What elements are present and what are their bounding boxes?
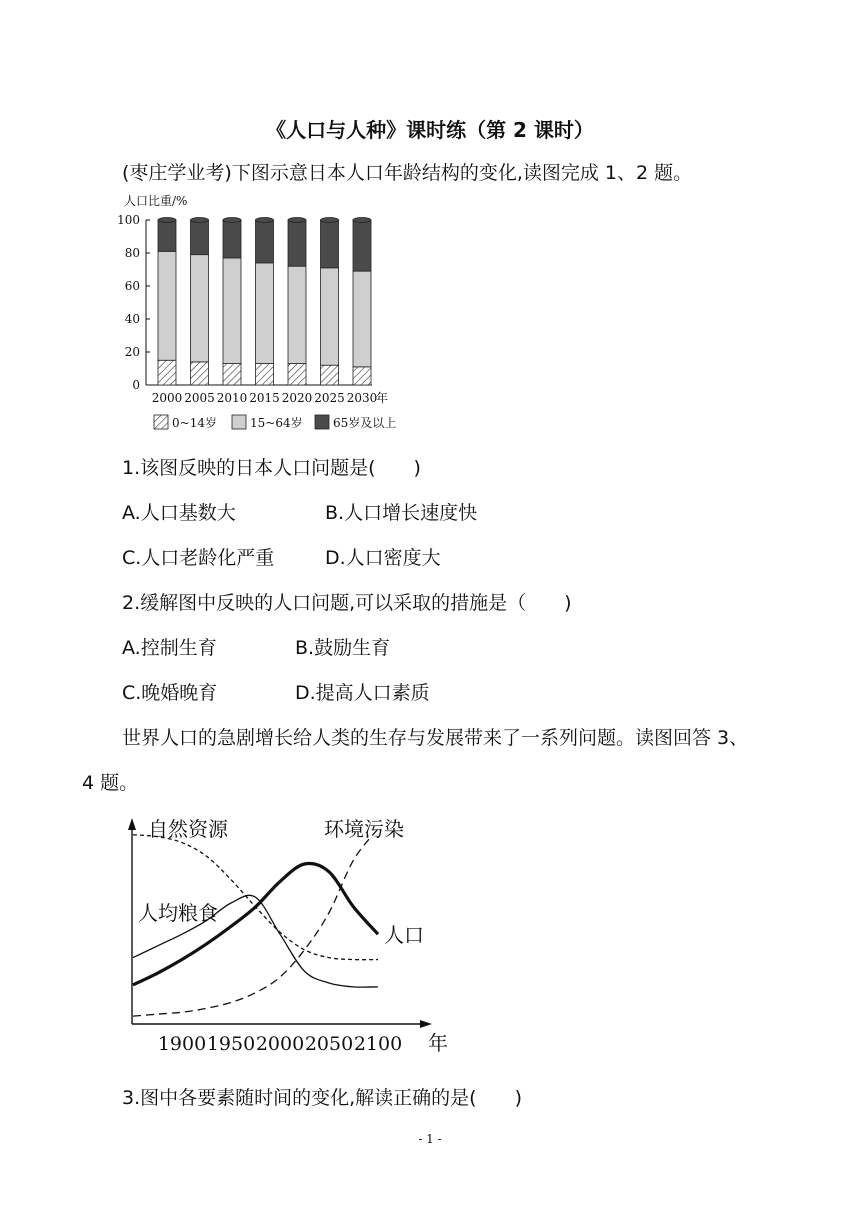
- x-tick-label: 2010: [216, 391, 248, 405]
- y-axis-label: 人口比重/%: [124, 194, 188, 208]
- q2-option-c: C.晚婚晚育: [122, 682, 218, 704]
- legend-swatch: [232, 415, 246, 429]
- bar-segment-0: [288, 364, 306, 385]
- y-tick-label: 40: [124, 312, 140, 326]
- bar-segment-2: [191, 220, 209, 255]
- x-tick-label: 2025: [314, 391, 345, 405]
- bar-segment-0: [321, 365, 339, 385]
- bar-segment-0: [256, 364, 274, 385]
- page-number: - 1 -: [418, 1132, 442, 1146]
- legend-label: 15~64岁: [250, 416, 303, 430]
- bar-cap: [288, 218, 306, 223]
- bar-segment-1: [223, 258, 241, 364]
- bar-segment-0: [158, 360, 176, 385]
- bar-segment-1: [353, 271, 371, 367]
- q2-option-a: A.控制生育: [122, 637, 217, 659]
- bar-segment-0: [353, 367, 371, 385]
- bar-segment-1: [256, 263, 274, 364]
- x-axis-label: 年: [376, 391, 389, 405]
- legend-swatch: [154, 415, 168, 429]
- legend-label: 65岁及以上: [333, 416, 397, 430]
- age-structure-bar-chart: [110, 190, 430, 440]
- q1-option-b: B.人口增长速度快: [325, 502, 478, 524]
- q2-option-d: D.提高人口素质: [295, 682, 430, 704]
- y-tick-label: 0: [132, 378, 140, 392]
- bar-cap: [191, 218, 209, 223]
- x-axis-arrow: [420, 1020, 432, 1028]
- bar-cap: [158, 218, 176, 223]
- y-tick-label: 20: [124, 345, 140, 359]
- q1-option-c: C.人口老龄化严重: [122, 547, 275, 569]
- bar-segment-1: [191, 255, 209, 362]
- x-tick-label: 1950: [206, 1033, 256, 1055]
- y-tick-label: 60: [124, 279, 140, 293]
- y-axis-arrow: [128, 818, 136, 830]
- q1-option-a: A.人口基数大: [122, 502, 236, 524]
- x-axis-label: 年: [428, 1031, 448, 1055]
- bar-segment-0: [223, 364, 241, 385]
- bar-segment-1: [288, 266, 306, 363]
- bar-segment-1: [158, 251, 176, 360]
- bar-segment-0: [191, 362, 209, 385]
- page-title: 《人口与人种》课时练（第 2 课时）: [266, 118, 594, 142]
- q1-option-d: D.人口密度大: [325, 547, 441, 569]
- bar-segment-2: [288, 220, 306, 266]
- world-population-line-chart: [118, 808, 458, 1058]
- x-tick-label: 2000: [151, 391, 183, 405]
- x-tick-label: 1900: [157, 1033, 207, 1055]
- bar-segment-2: [321, 220, 339, 268]
- x-tick-label: 2050: [304, 1033, 354, 1055]
- legend-swatch: [315, 415, 329, 429]
- legend-label: 0~14岁: [172, 416, 217, 430]
- series-label-3: 人口: [384, 923, 424, 947]
- intro-text-2-line1: 世界人口的急剧增长给人类的生存与发展带来了一系列问题。读图回答 3、: [122, 727, 749, 749]
- question-1-stem: 1.该图反映的日本人口问题是( ): [122, 457, 421, 479]
- x-tick-label: 2100: [353, 1033, 403, 1055]
- intro-text-2-line2: 4 题。: [82, 772, 139, 794]
- bar-segment-1: [321, 268, 339, 365]
- bar-cap: [223, 218, 241, 223]
- bar-segment-2: [223, 220, 241, 258]
- chart-legend: [154, 415, 396, 430]
- bar-segment-2: [256, 220, 274, 263]
- y-tick-label: 100: [117, 213, 140, 227]
- x-tick-label: 2020: [281, 391, 313, 405]
- bar-cap: [353, 218, 371, 223]
- y-tick-label: 80: [124, 246, 140, 260]
- q2-option-b: B.鼓励生育: [295, 637, 391, 659]
- bar-segment-2: [353, 220, 371, 271]
- x-tick-label: 2015: [249, 391, 280, 405]
- series-label-1: 环境污染: [324, 817, 404, 841]
- x-tick-label: 2005: [184, 391, 215, 405]
- bar-segment-2: [158, 220, 176, 251]
- x-tick-label: 2030: [346, 391, 378, 405]
- question-3-stem: 3.图中各要素随时间的变化,解读正确的是( ): [122, 1087, 522, 1109]
- bar-cap: [321, 218, 339, 223]
- series-label-0: 自然资源: [148, 817, 228, 841]
- x-tick-label: 2000: [255, 1033, 305, 1055]
- bar-cap: [256, 218, 274, 223]
- intro-text-1: (枣庄学业考)下图示意日本人口年龄结构的变化,读图完成 1、2 题。: [122, 162, 693, 184]
- series-label-2: 人均粮食: [138, 901, 218, 925]
- question-2-stem: 2.缓解图中反映的人口问题,可以采取的措施是（ ): [122, 592, 572, 614]
